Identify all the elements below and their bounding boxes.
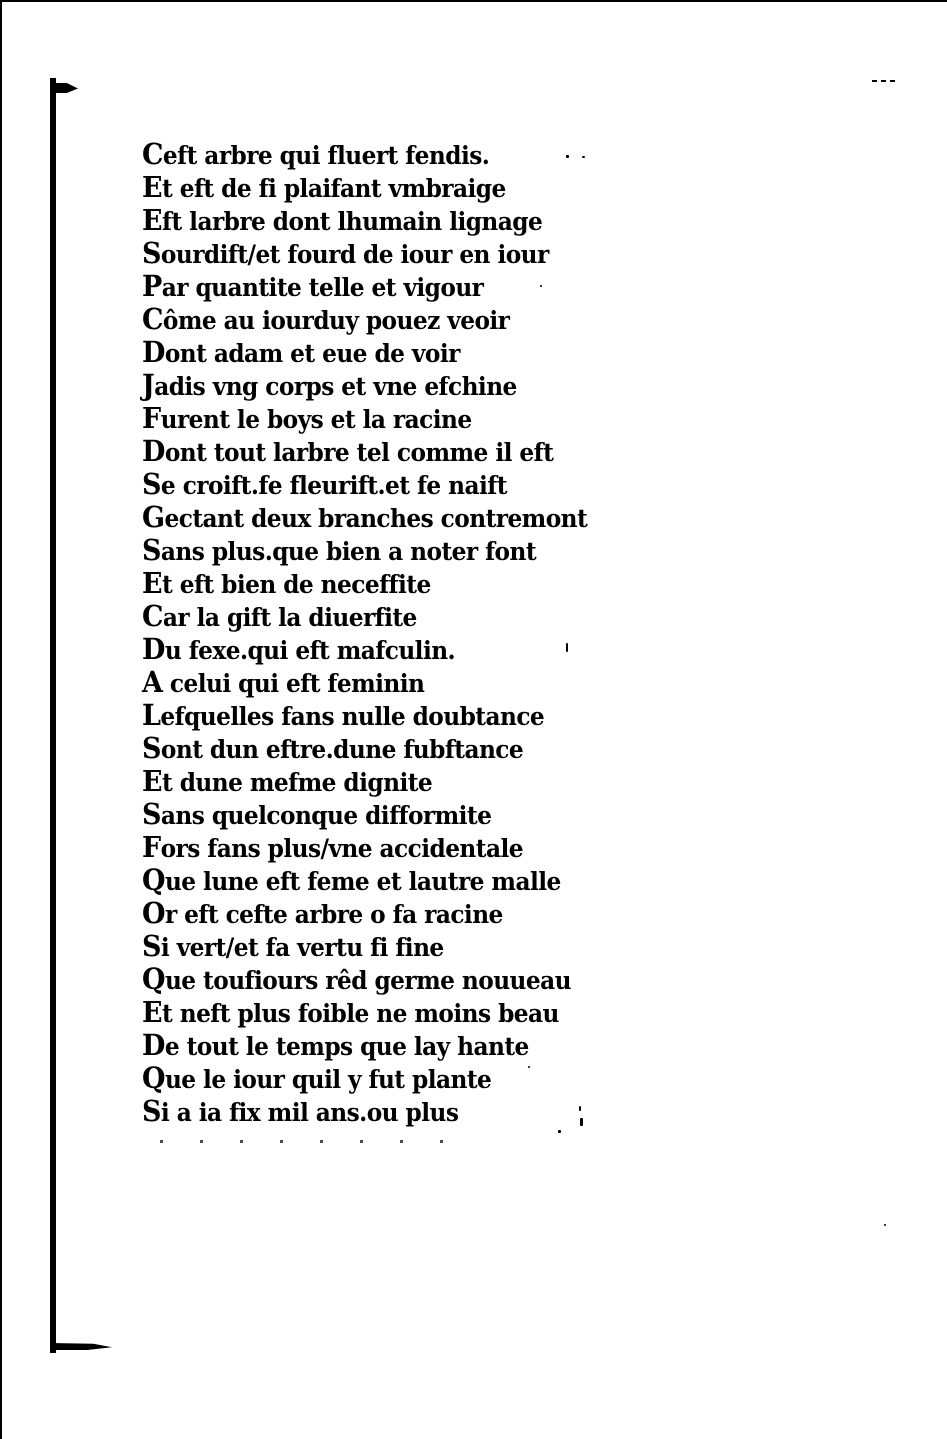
poem-line: Dont tout larbre tel comme il eft (142, 434, 554, 468)
bottom-ink-marks (160, 1140, 480, 1143)
poem-line: Et eft bien de neceffite (142, 566, 431, 600)
poem-line: Et neft plus foible ne moins beau (142, 995, 559, 1029)
margin-rule (50, 78, 56, 1353)
poem-line: Sont dun eftre.dune fubftance (142, 731, 524, 765)
poem-line: Se croift.fe fleurift.et fe naift (142, 467, 507, 501)
poem-line: Et dune mefme dignite (142, 764, 433, 798)
poem-line: Si vert/et fa vertu fi fine (142, 929, 444, 963)
poem-line: Dont adam et eue de voir (142, 335, 460, 369)
poem-line: Que toufiours rêd germe nouueau (142, 962, 571, 996)
poem-line: Si a ia fix mil ans.ou plus (142, 1094, 459, 1128)
poem-line: Jadis vng corps et vne efchine (142, 368, 517, 402)
poem-line: De tout le temps que lay hante (142, 1028, 529, 1062)
poem-line: Et eft de fi plaifant vmbraige (142, 170, 506, 204)
poem-line: Furent le boys et la racine (142, 401, 472, 435)
poem-line: Gectant deux branches contremont (142, 500, 588, 534)
poem-line: Par quantite telle et vigour (142, 269, 484, 303)
poem-line: Que lune eft feme et lautre malle (142, 863, 561, 897)
poem-line: Fors fans plus/vne accidentale (142, 830, 523, 864)
corner-mark (872, 80, 898, 82)
poem-line: Eft larbre dont lhumain lignage (142, 203, 543, 237)
ink-speck (558, 1130, 561, 1133)
poem-line: A celui qui eft feminin (142, 665, 425, 699)
poem-line: Ceft arbre qui fluert fendis. (142, 137, 490, 171)
poem-line: Car la gift la diuerfite (142, 599, 417, 633)
poem-line: Sans quelconque difformite (142, 797, 492, 831)
poem-line: Côme au iourduy pouez veoir (142, 302, 510, 336)
poem-line: Sans plus.que bien a noter font (142, 533, 537, 567)
poem-line: Sourdift/et fourd de iour en iour (142, 236, 549, 270)
poem-line: Lefquelles fans nulle doubtance (142, 698, 545, 732)
poem-line: Que le iour quil y fut plante (142, 1061, 492, 1095)
poem-line: Du fexe.qui eft mafculin. (142, 632, 456, 666)
poem-line: Or eft cefte arbre o fa racine (142, 896, 503, 930)
ink-speck (884, 1224, 886, 1226)
poem-text-block (142, 138, 602, 1128)
